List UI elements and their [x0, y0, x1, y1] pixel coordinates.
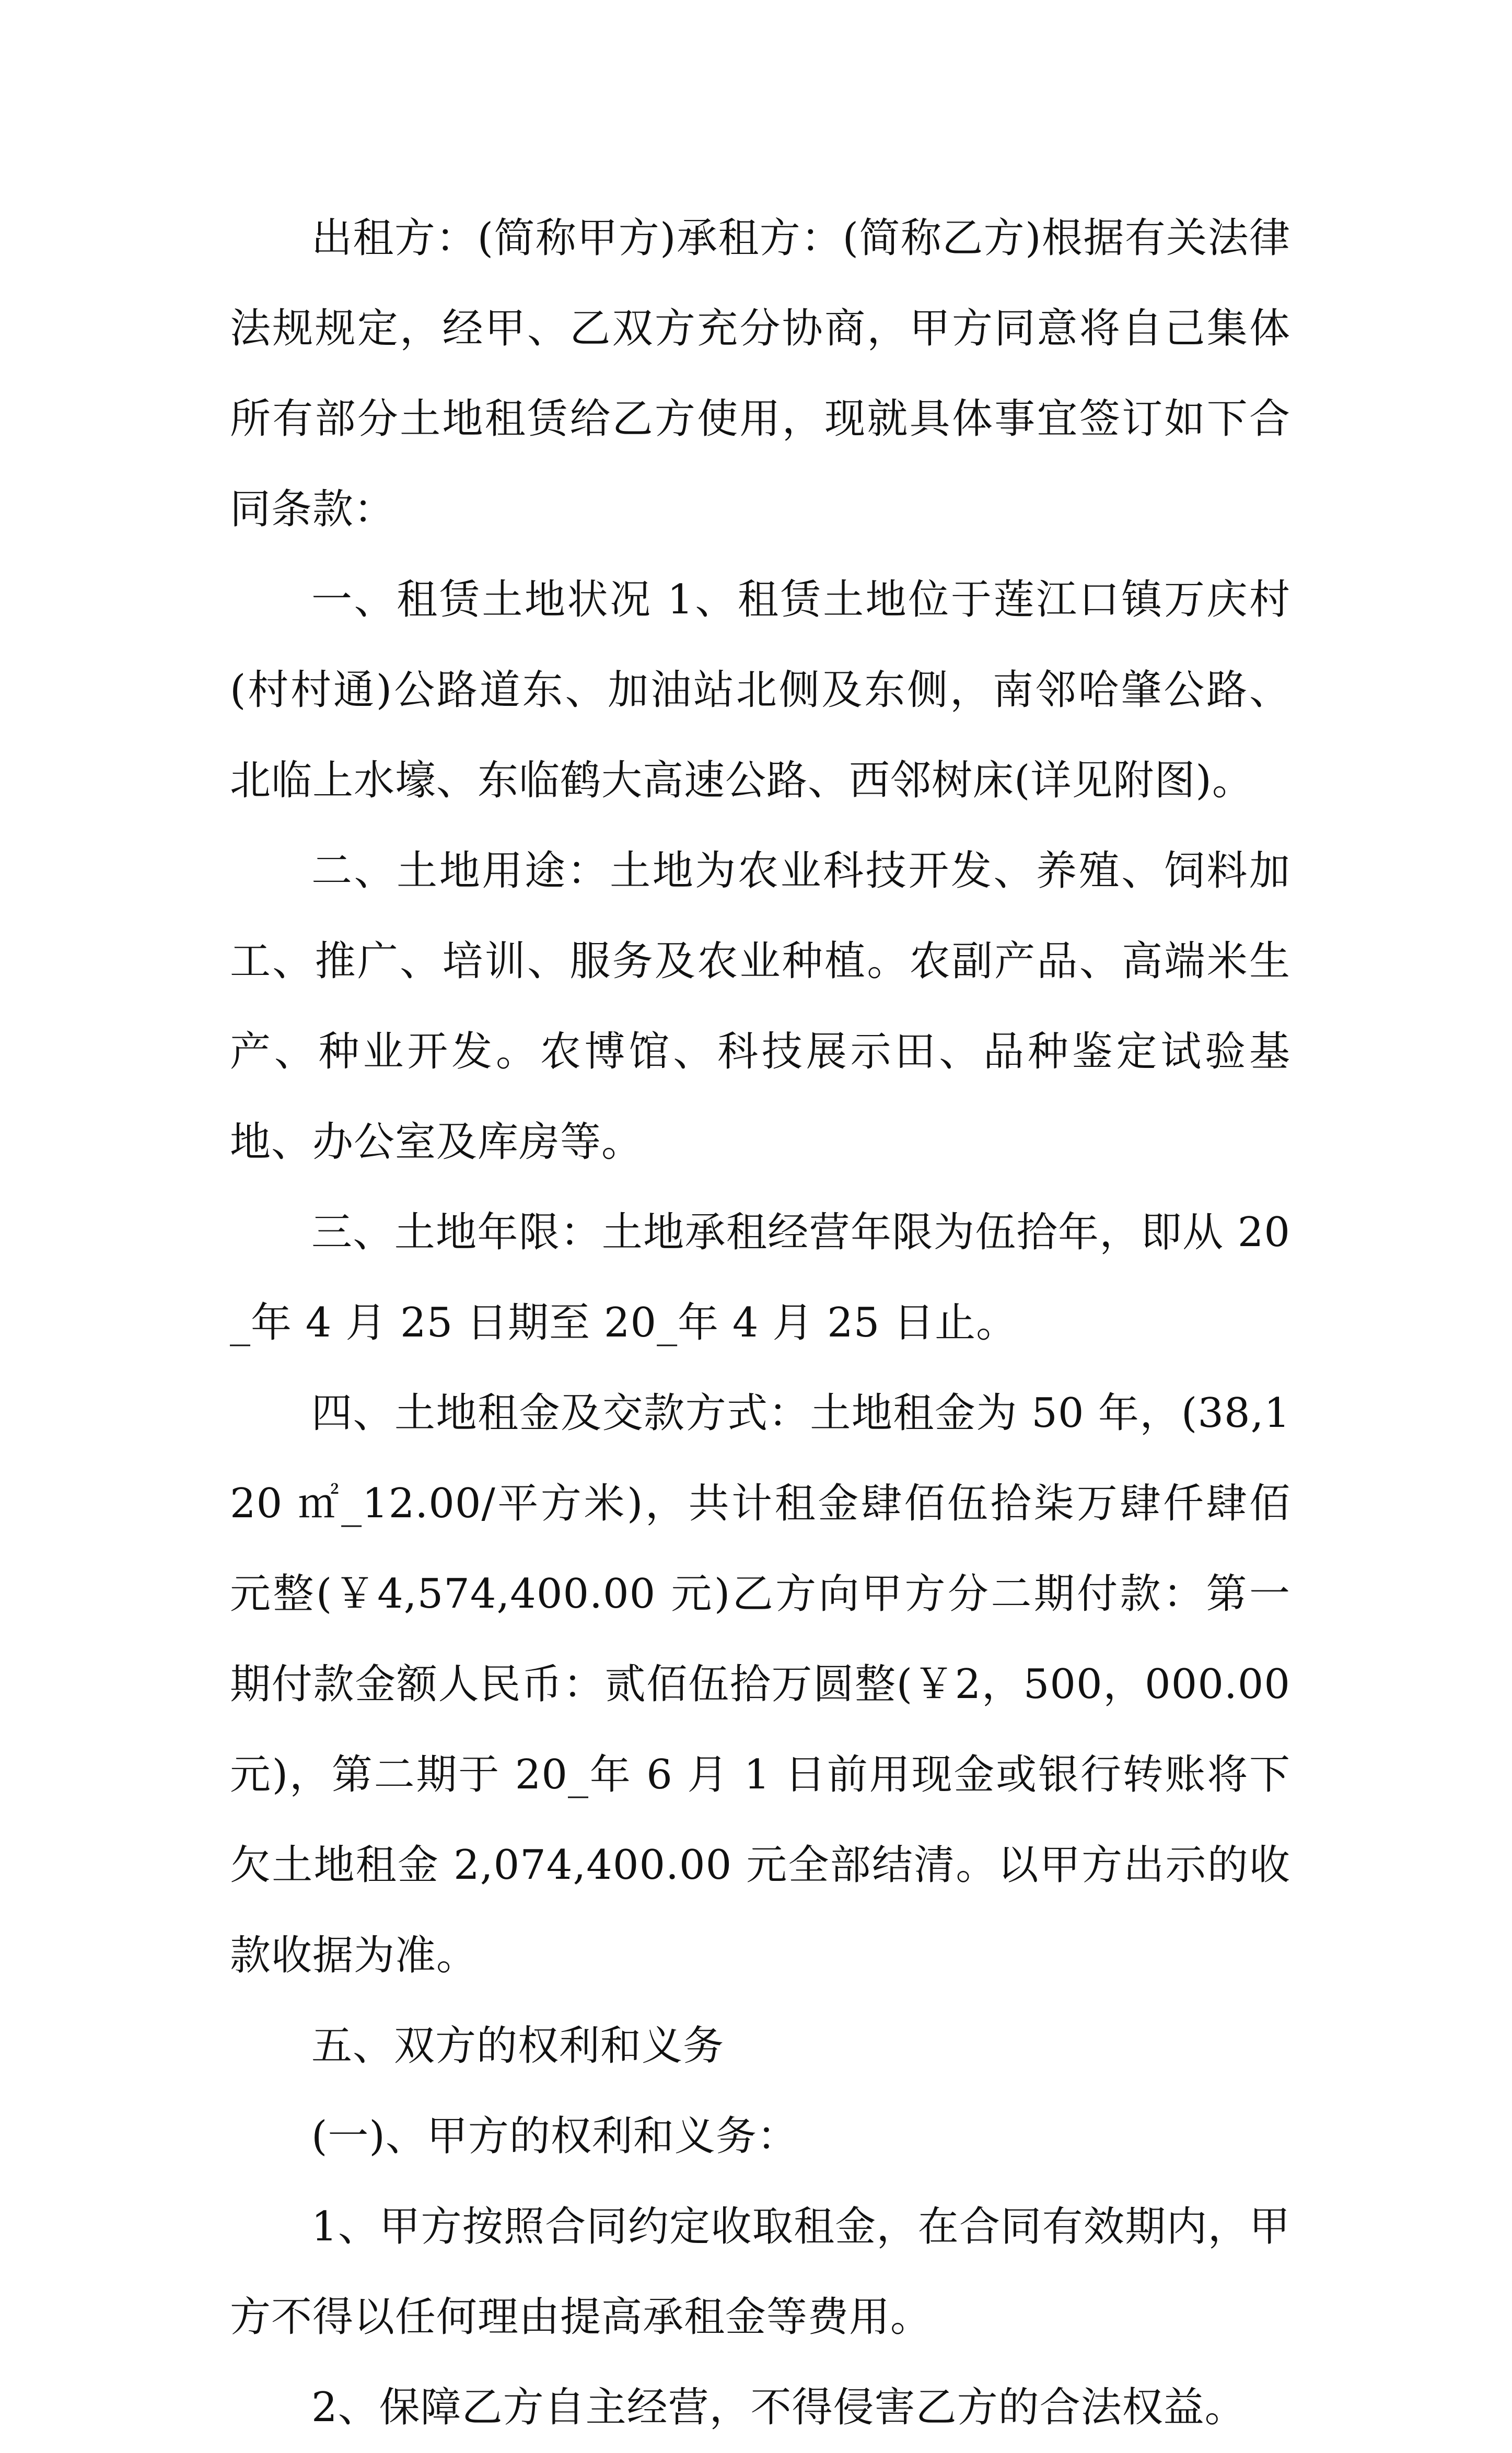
list-item-party-a-2: 2、保障乙方自主经营，不得侵害乙方的合法权益。: [311, 2384, 1246, 2431]
subsection-heading-party-a: (一)、甲方的权利和义务：: [311, 2113, 798, 2160]
list-item-party-a-1: 1、甲方按照合同约定收取租金，在合同有效期内，甲方不得以任何理由提高承租金等费用。: [230, 2203, 1290, 2341]
paragraph-rent-payment: 四、土地租金及交款方式：土地租金为 50 年，(38,120 ㎡_12.00/平方米)，共计租金肆佰伍拾柒万肆仟肆佰元整(￥4,574,400.00 元)乙方向甲方分二期付款：第一期付款金额人民币：贰佰伍拾万圆整(￥2，500，000.00 元)，第二期于 20_年 6 月 1 日前用现金或银行转账将下欠土地租金 2,074,400.00 元全部结清。以甲方出示的收款收据为准。: [230, 1390, 1290, 1979]
paragraph-preamble: 出租方：(简称甲方)承租方：(简称乙方)根据有关法律法规规定，经甲、乙双方充分协商，甲方同意将自己集体所有部分土地租赁给乙方使用，现就具体事宜签订如下合同条款：: [230, 215, 1290, 533]
paragraph-land-status: 一、租赁土地状况 1、租赁土地位于莲江口镇万庆村(村村通)公路道东、加油站北侧及东侧，南邻哈肇公路、北临上水壕、东临鹤大高速公路、西邻树床(详见附图)。: [230, 576, 1290, 804]
paragraph-land-use: 二、土地用途：土地为农业科技开发、养殖、饲料加工、推广、培训、服务及农业种植。农副产品、高端米生产、种业开发。农博馆、科技展示田、品种鉴定试验基地、办公室及库房等。: [230, 847, 1290, 1166]
document-body: [230, 193, 1290, 2453]
section-heading-rights-duties: 五、双方的权利和义务: [311, 2022, 725, 2070]
paragraph-land-term: 三、土地年限：土地承租经营年限为伍拾年，即从 20_年 4 月 25 日期至 20_年 4 月 25 日止。: [230, 1209, 1290, 1346]
